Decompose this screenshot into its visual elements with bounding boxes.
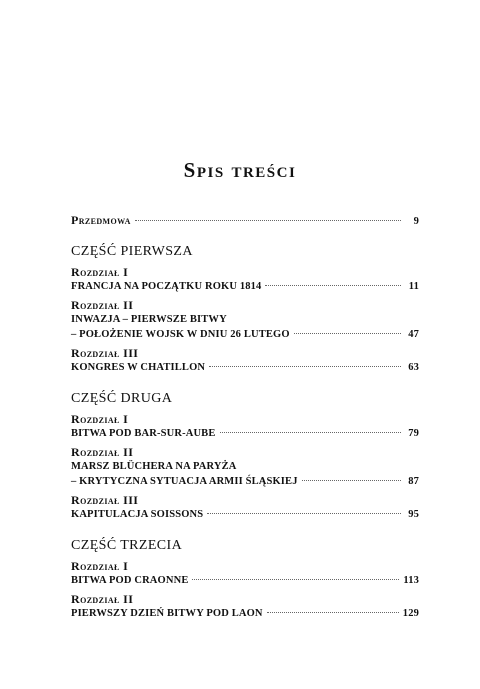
- chapter-label: Rozdział II: [71, 592, 134, 606]
- chapter-title: BITWA POD CRAONNE: [71, 575, 189, 586]
- chapter-title: – POŁOŻENIE WOJSK W DNIU 26 LUTEGO: [71, 329, 290, 340]
- chapter-title: KAPITULACJA SOISSONS: [71, 509, 204, 520]
- toc-page-number: 95: [408, 509, 419, 520]
- toc-page-number: 129: [402, 608, 419, 619]
- part-heading: CZĘŚĆ PIERWSZA: [71, 244, 193, 259]
- page-title: Spis treści: [183, 158, 297, 182]
- chapter-label: Rozdział III: [71, 346, 139, 360]
- chapter-title: MARSZ BLÜCHERA NA PARYŻA: [71, 461, 237, 472]
- toc-entry: [71, 445, 419, 489]
- part-heading: CZĘŚĆ DRUGA: [71, 391, 173, 406]
- toc-line: [71, 279, 419, 294]
- toc-page-number: 79: [408, 428, 419, 439]
- chapter-label: Rozdział II: [71, 298, 134, 312]
- table-of-contents: [71, 213, 419, 621]
- dot-leader: [209, 366, 401, 367]
- chapter-title: – KRYTYCZNA SYTUACJA ARMII ŚLĄSKIEJ: [71, 476, 298, 487]
- toc-line: [71, 426, 419, 441]
- dot-leader: [294, 333, 401, 334]
- chapter-label: Rozdział III: [71, 493, 139, 507]
- toc-entry-title: Przedmowa: [71, 213, 131, 227]
- toc-line: [71, 606, 419, 621]
- dot-leader: [302, 480, 401, 481]
- toc-entry: [71, 346, 419, 375]
- toc-page-number: 113: [403, 575, 419, 586]
- toc-entry: [71, 412, 419, 441]
- toc-page-number: 9: [413, 216, 419, 227]
- chapter-label: Rozdział I: [71, 412, 129, 426]
- toc-line: [71, 474, 419, 489]
- chapter-title: PIERWSZY DZIEŃ BITWY POD LAON: [71, 608, 263, 619]
- toc-line: [71, 360, 419, 375]
- toc-part: [71, 243, 419, 375]
- chapter-title: INWAZJA – PIERWSZE BITWY: [71, 314, 227, 325]
- toc-part: [71, 390, 419, 522]
- chapter-title: BITWA POD BAR-SUR-AUBE: [71, 428, 216, 439]
- chapter-label: Rozdział I: [71, 559, 129, 573]
- chapter-title: KONGRES W CHATILLON: [71, 362, 206, 373]
- dot-leader: [135, 220, 401, 221]
- toc-part: [71, 537, 419, 621]
- chapter-label: Rozdział I: [71, 265, 129, 279]
- part-heading: CZĘŚĆ TRZECIA: [71, 538, 183, 553]
- toc-line: [71, 327, 419, 342]
- toc-page-number: 47: [408, 329, 419, 340]
- dot-leader: [192, 579, 399, 580]
- dot-leader: [265, 285, 401, 286]
- dot-leader: [207, 513, 401, 514]
- toc-entry-preface: [71, 213, 419, 229]
- chapter-label: Rozdział II: [71, 445, 134, 459]
- toc-line: [71, 459, 419, 474]
- dot-leader: [267, 612, 399, 613]
- dot-leader: [220, 432, 402, 433]
- toc-line: [71, 573, 419, 588]
- toc-entry: [71, 265, 419, 294]
- toc-page-number: 11: [408, 281, 419, 292]
- toc-line: [71, 507, 419, 522]
- toc-page-number: 63: [408, 362, 419, 373]
- toc-entry: [71, 559, 419, 588]
- toc-entry: [71, 592, 419, 621]
- toc-entry: [71, 298, 419, 342]
- toc-page-number: 87: [408, 476, 419, 487]
- toc-entry: [71, 493, 419, 522]
- toc-line: [71, 312, 419, 327]
- chapter-title: FRANCJA NA POCZĄTKU ROKU 1814: [71, 281, 262, 292]
